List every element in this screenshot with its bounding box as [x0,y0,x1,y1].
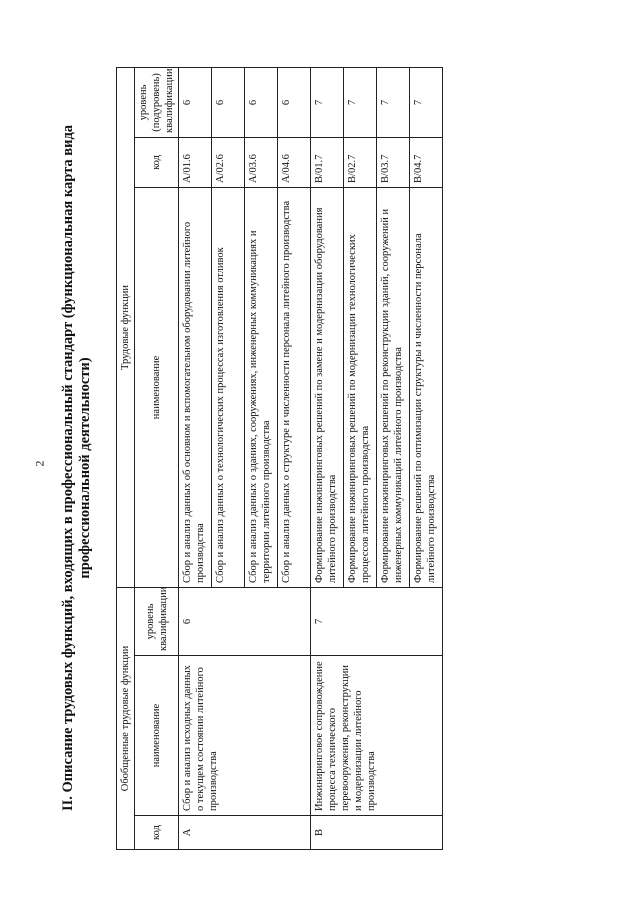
header-generalized-functions: Обобщенные трудовые функции [117,587,135,849]
labor-function-name: Формирование инжиниринговых решений по модернизации технологических процессов литейного производства [344,187,377,587]
table-row [311,67,344,849]
header-row-columns [135,67,179,849]
generalized-name: Инжиниринговое сопровождение процесса технического перевооружения, реконструкции и модернизации литейного производства [311,656,443,816]
labor-function-level: 6 [179,67,212,137]
labor-function-name: Формирование решений по оптимизации структуры и численности персонала литейного производства [410,187,443,587]
labor-function-code: B/01.7 [311,137,344,187]
labor-function-name: Сбор и анализ данных о зданиях, сооружениях, инженерных коммуникациях и территории литейного производства [245,187,278,587]
labor-function-code: B/02.7 [344,137,377,187]
generalized-name: Сбор и анализ исходных данных о текущем состоянии литейного производства [179,656,311,816]
generalized-level: 7 [311,587,443,655]
labor-function-level: 7 [377,67,410,137]
labor-function-name: Формирование инжиниринговых решений по реконструкции зданий, сооружений и инженерных коммуникаций литейного производства [377,187,410,587]
header-code: код [135,816,179,850]
header-labor-functions: Трудовые функции [117,67,135,587]
labor-function-level: 6 [278,67,311,137]
header-sublevel: уровень (подуровень) квалификации [135,67,179,137]
rotated-page [60,68,530,868]
labor-function-level: 7 [344,67,377,137]
labor-function-code: A/03.6 [245,137,278,187]
labor-function-name: Формирование инжиниринговых решений по замене и модернизации оборудования литейного производства [311,187,344,587]
header-name: наименование [135,656,179,816]
labor-function-name: Сбор и анализ данных о структуре и численности персонала литейного производства [278,187,311,587]
header-level: уровень квалификации [135,587,179,655]
labor-function-name: Сбор и анализ данных о технологических процессах изготовления отливок [212,187,245,587]
labor-function-code: B/04.7 [410,137,443,187]
labor-function-level: 6 [245,67,278,137]
functional-map-table [116,67,443,850]
labor-function-code: A/04.6 [278,137,311,187]
generalized-level: 6 [179,587,311,655]
header-labor-code: код [135,137,179,187]
section-title: II. Описание трудовых функций, входящих в профессиональный стандарт (функциональная карта вида профессиональной деятельности) [60,124,93,812]
labor-function-level: 7 [311,67,344,137]
labor-function-level: 6 [212,67,245,137]
labor-function-level: 7 [410,67,443,137]
labor-function-code: A/02.6 [212,137,245,187]
table-row [179,67,212,849]
generalized-code: В [311,816,443,850]
labor-function-name: Сбор и анализ данных об основном и вспомогательном оборудовании литейного производства [179,187,212,587]
page-number: 2 [32,460,47,467]
header-labor-name: наименование [135,187,179,587]
labor-function-code: B/03.7 [377,137,410,187]
generalized-code: А [179,816,311,850]
header-row-groups [117,67,135,849]
labor-function-code: A/01.6 [179,137,212,187]
